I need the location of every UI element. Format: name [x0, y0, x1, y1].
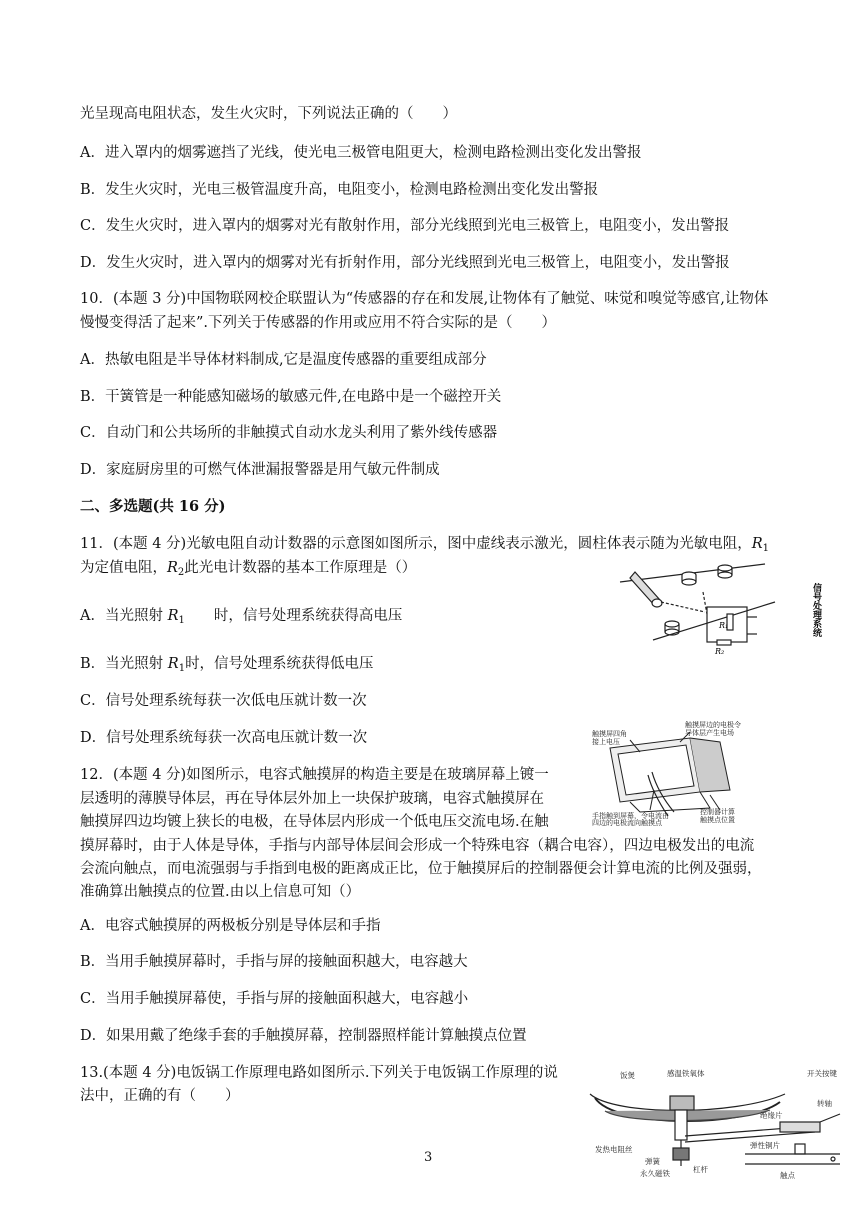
q13-fig-label-11: 触点 — [780, 1171, 795, 1180]
q13-fig-label-4: 转轴 — [817, 1099, 832, 1108]
q13-fig-label-3: 开关按键 — [807, 1069, 837, 1078]
q10-option-c: C．自动门和公共场所的非触摸式自动水龙头利用了紫外线传感器 — [80, 425, 498, 441]
q11-figure — [615, 562, 821, 667]
q13-fig-label-8: 弹簧 — [645, 1157, 660, 1166]
q13-stem-line1: 13.(本题 4 分)电饭锅工作原理电路如图所示.下列关于电饭锅工作原理的说 — [80, 1065, 558, 1081]
q10-stem-line2: 慢慢变得活了起来”.下列关于传感器的作用或应用不符合实际的是（ ） — [80, 315, 557, 331]
q13-figure — [585, 1066, 845, 1186]
q13-stem-line2: 法中，正确的有（ ） — [80, 1088, 240, 1104]
q10-option-b: B．干簧管是一种能感知磁场的敏感元件,在电路中是一个磁控开关 — [80, 389, 502, 405]
q9-option-a: A．进入罩内的烟雾遮挡了光线，使光电三极管电阻更大，检测电路检测出变化发出警报 — [80, 145, 642, 161]
q11-option-b: B．当光照射 $R_1$时，信号处理系统获得低电压 — [80, 656, 374, 674]
q13-fig-label-5: 绝缘片 — [760, 1111, 783, 1120]
q10-stem-line1: 10．(本题 3 分)中国物联网校企联盟认为“传感器的存在和发展,让物体有了触觉、味觉和嗅觉等感官,让物体 — [80, 291, 769, 307]
q12-option-d: D．如果用戴了绝缘手套的手触摸屏幕，控制器照样能计算触摸点位置 — [80, 1028, 527, 1044]
q13-fig-label-7: 发热电阻丝 — [595, 1145, 633, 1154]
q13-fig-label-2: 感温铁氧体 — [667, 1069, 705, 1078]
q12-fig-label-br2: 触摸点位置 — [700, 816, 735, 824]
q11-option-a: A．当光照射 $R_1$ 时，信号处理系统获得高电压 — [80, 608, 403, 626]
q13-fig-label-9: 永久磁铁 — [640, 1169, 670, 1178]
q12-fig-label-tr1: 触摸屏边的电极令 — [685, 721, 741, 729]
q10-option-a: A．热敏电阻是半导体材料制成,它是温度传感器的重要组成部分 — [80, 352, 487, 368]
q12-option-b: B．当用手触摸屏幕时，手指与屏的接触面积越大，电容越大 — [80, 954, 468, 970]
q12-stem-line3: 触摸屏四边均镀上狭长的电极，在导体层内形成一个低电压交流电场.在触 — [80, 814, 549, 830]
q11-stem-line2: 为定值电阻，$R_2$此光电计数器的基本工作原理是（） — [80, 560, 417, 578]
q12-stem-line1: 12．(本题 4 分)如图所示，电容式触摸屏的构造主要是在玻璃屏幕上镀一 — [80, 767, 549, 783]
q12-stem-line6: 准确算出触摸点的位置.由以上信息可知（） — [80, 884, 361, 900]
q12-stem-line2: 层透明的薄膜导体层，再在导体层外加上一块保护玻璃，电容式触摸屏在 — [80, 791, 544, 807]
q12-fig-label-tl2: 接上电压 — [592, 738, 620, 746]
section-title: 二、多选题(共 16 分) — [80, 498, 226, 515]
q12-figure — [590, 720, 780, 825]
q13-fig-label-6: 弹性铜片 — [750, 1141, 780, 1150]
q12-stem-line5: 会流向触点，而电流强弱与手指到电极的距离成正比，位于触摸屏后的控制器便会计算电流的比例及强弱， — [80, 861, 762, 877]
q9-stem-tail: 光呈现高电阻状态，发生火灾时，下列说法正确的（ ） — [80, 106, 457, 122]
q11-fig-r2: R₂ — [715, 647, 725, 656]
q9-option-c: C．发生火灾时，进入罩内的烟雾对光有散射作用，部分光线照到光电三极管上，电阻变小，发出警报 — [80, 218, 730, 234]
q12-fig-label-tr2: 导体层产生电场 — [685, 729, 734, 737]
q12-stem-line4: 摸屏幕时，由于人体是导体，手指与内部导体层间会形成一个特殊电容（耦合电容），四边电极发出的电流 — [80, 838, 755, 854]
q12-fig-label-tl1: 触摸屏四角 — [592, 730, 627, 738]
q13-fig-label-1: 饭煲 — [620, 1071, 635, 1080]
page-number: 3 — [424, 1150, 433, 1165]
q11-fig-r1: R₁ — [719, 621, 729, 630]
q9-option-d: D．发生火灾时，进入罩内的烟雾对光有折射作用，部分光线照到光电三极管上，电阻变小，发出警报 — [80, 255, 730, 271]
q11-option-c: C．信号处理系统每获一次低电压就计数一次 — [80, 693, 367, 709]
q13-fig-label-10: 杠杆 — [693, 1165, 708, 1174]
q11-stem-line1: 11．(本题 4 分)光敏电阻自动计数器的示意图如图所示，图中虚线表示激光，圆柱体表示随为光敏电阻，$R_1$ — [80, 536, 770, 554]
q12-option-c: C．当用手触摸屏幕使，手指与屏的接触面积越大，电容越小 — [80, 991, 469, 1007]
q12-fig-label-bl2: 四边的电极流向触摸点 — [592, 819, 662, 827]
q12-option-a: A．电容式触摸屏的两极板分别是导体层和手指 — [80, 918, 381, 934]
q12-fig-label-bl1: 手指触到屏幕，令电流由 — [592, 812, 669, 820]
q10-option-d: D．家庭厨房里的可燃气体泄漏报警器是用气敏元件制成 — [80, 462, 440, 478]
q11-fig-side-label: 信号处理系统 — [767, 583, 821, 593]
q11-option-d: D．信号处理系统每获一次高电压就计数一次 — [80, 730, 368, 746]
q12-fig-label-br1: 控制器计算 — [700, 808, 735, 816]
q9-option-b: B．发生火灾时，光电三极管温度升高，电阻变小，检测电路检测出变化发出警报 — [80, 182, 599, 198]
